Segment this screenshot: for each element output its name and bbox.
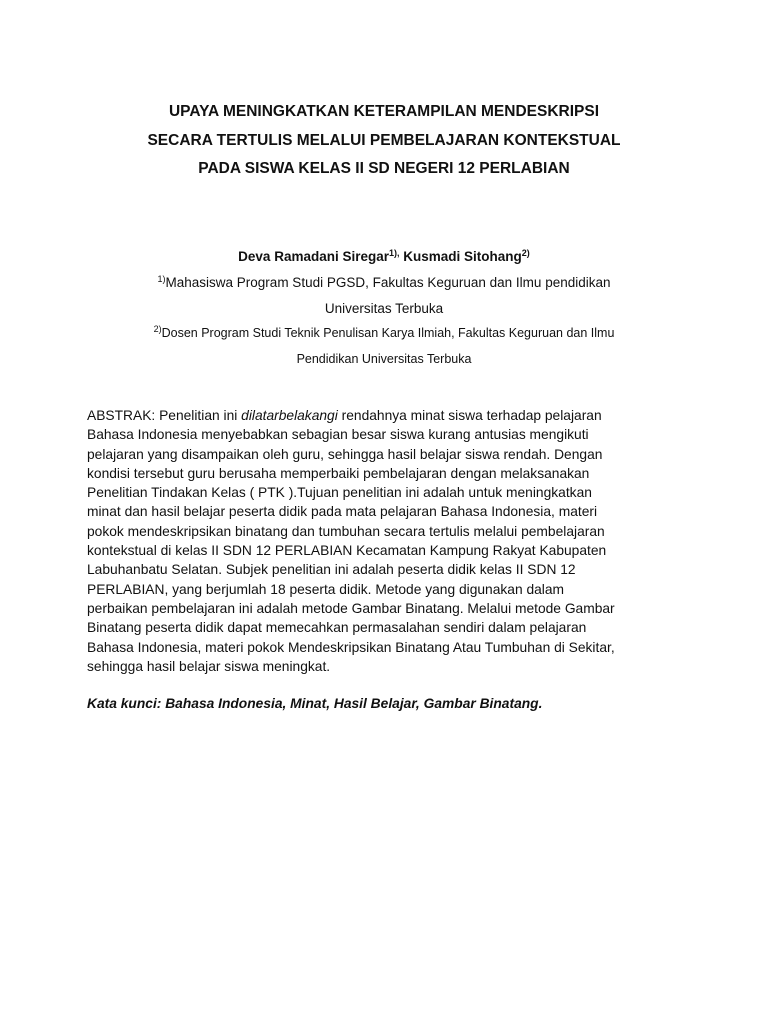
title-line-2: SECARA TERTULIS MELALUI PEMBELAJARAN KONTEKSTUAL — [147, 131, 621, 149]
author-mark-2: 2) — [521, 248, 530, 258]
abstract-line: Binatang peserta didik dapat memecahkan permasalahan sendiri dalam pelajaran — [87, 620, 587, 636]
title-line-1: UPAYA MENINGKATKAN KETERAMPILAN MENDESKRIPSI — [168, 103, 600, 120]
affiliation-2 — [90, 320, 678, 372]
affiliation-2-line-1: Dosen Program Studi Teknik Penulisan Karya Ilmiah, Fakultas Keguruan dan Ilmu — [161, 326, 615, 340]
author-name-1: Deva Ramadani Siregar — [238, 249, 389, 264]
abstract-line: Labuhanbatu Selatan. Subjek penelitian ini adalah peserta didik kelas II SDN 12 — [87, 562, 576, 578]
affiliation-1-mark: 1) — [157, 274, 166, 284]
abstract-line: sehingga hasil belajar siswa meningkat. — [87, 658, 331, 674]
paper-title — [60, 98, 708, 184]
abstract-first-post: rendahnya minat siswa terhadap pelajaran — [337, 408, 602, 423]
abstract-line: Bahasa Indonesia menyebabkan sebagian besar siswa kurang antusias mengikuti — [87, 427, 589, 443]
abstract-line: pelajaran yang disampaikan oleh guru, sehingga hasil belajar siswa rendah. Dengan — [87, 446, 603, 462]
abstract-line: Bahasa Indonesia, materi pokok Mendeskripsikan Binatang Atau Tumbuhan di Sekitar, — [87, 639, 615, 655]
affiliation-1-line-1: Mahasiswa Program Studi PGSD, Fakultas Keguruan dan Ilmu pendidikan — [165, 275, 611, 290]
author-name-2: Kusmadi Sitohang — [403, 249, 522, 264]
abstract-line — [87, 406, 687, 425]
affiliation-1-line-2: Universitas Terbuka — [324, 301, 444, 316]
abstract-section — [87, 406, 687, 676]
abstract-label: ABSTRAK — [87, 408, 152, 423]
affiliation-2-line-2: Pendidikan Universitas Terbuka — [296, 352, 472, 366]
author-line — [60, 247, 708, 267]
abstract-line: Penelitian Tindakan Kelas ( PTK ).Tujuan penelitian ini adalah untuk meningkatkan — [87, 485, 592, 501]
abstract-line: PERLABIAN, yang berjumlah 18 peserta didik. Metode yang digunakan dalam — [87, 581, 565, 597]
affiliation-1 — [90, 270, 678, 322]
author-mark-1: 1), — [389, 248, 400, 258]
abstract-first-pre: : Penelitian ini — [151, 408, 242, 423]
abstract-line: pokok mendeskripsikan binatang dan tumbuhan secara tertulis melalui pembelajaran — [87, 523, 605, 539]
abstract-line: perbaikan pembelajaran ini adalah metode Gambar Binatang. Melalui metode Gambar — [87, 600, 615, 616]
abstract-first-italic: dilatarbelakangi — [241, 408, 338, 423]
title-line-3: PADA SISWA KELAS II SD NEGERI 12 PERLABIAN — [198, 160, 570, 177]
keywords: Kata kunci: Bahasa Indonesia, Minat, Hasil Belajar, Gambar Binatang. — [87, 696, 543, 711]
abstract-line: minat dan hasil belajar peserta didik pada mata pelajaran Bahasa Indonesia, materi — [87, 504, 598, 520]
abstract-line: kondisi tersebut guru berusaha memperbaiki pembelajaran dengan melaksanakan — [87, 465, 590, 481]
abstract-line: kontekstual di kelas II SDN 12 PERLABIAN Kecamatan Kampung Rakyat Kabupaten — [87, 543, 607, 559]
affiliation-2-mark: 2) — [153, 324, 162, 334]
